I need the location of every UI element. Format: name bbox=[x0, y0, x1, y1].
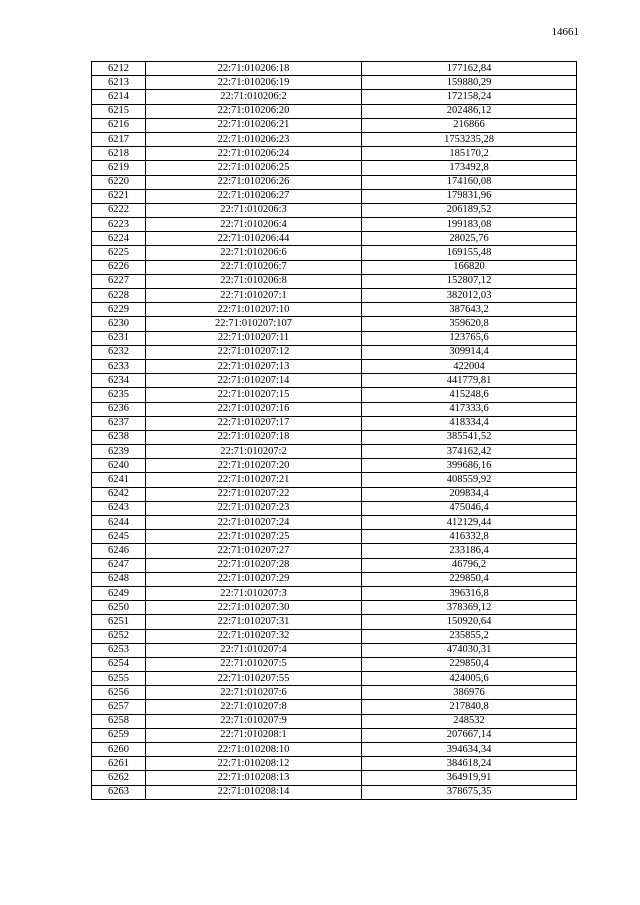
value-cell: 209834,4 bbox=[362, 487, 577, 501]
value-cell: 123765,6 bbox=[362, 331, 577, 345]
cadastral-number-cell: 22:71:010207:27 bbox=[146, 544, 362, 558]
table-row bbox=[92, 572, 577, 586]
table-row bbox=[92, 161, 577, 175]
row-number-cell: 6230 bbox=[92, 317, 146, 331]
row-number-cell: 6231 bbox=[92, 331, 146, 345]
cadastral-number-cell: 22:71:010207:25 bbox=[146, 530, 362, 544]
cadastral-number-cell: 22:71:010207:29 bbox=[146, 572, 362, 586]
cadastral-number-cell: 22:71:010206:18 bbox=[146, 62, 362, 76]
table-row bbox=[92, 544, 577, 558]
table-row bbox=[92, 459, 577, 473]
cadastral-number-cell: 22:71:010207:55 bbox=[146, 672, 362, 686]
row-number-cell: 6216 bbox=[92, 118, 146, 132]
row-number-cell: 6214 bbox=[92, 90, 146, 104]
value-cell: 174160,08 bbox=[362, 175, 577, 189]
value-cell: 416332,8 bbox=[362, 530, 577, 544]
row-number-cell: 6255 bbox=[92, 672, 146, 686]
table-row bbox=[92, 62, 577, 76]
row-number-cell: 6235 bbox=[92, 388, 146, 402]
cadastral-number-cell: 22:71:010207:21 bbox=[146, 473, 362, 487]
value-cell: 399686,16 bbox=[362, 459, 577, 473]
table-row bbox=[92, 203, 577, 217]
table-row bbox=[92, 771, 577, 785]
value-cell: 441779,81 bbox=[362, 374, 577, 388]
table-row bbox=[92, 232, 577, 246]
cadastral-number-cell: 22:71:010207:107 bbox=[146, 317, 362, 331]
value-cell: 159880,29 bbox=[362, 76, 577, 90]
value-cell: 418334,4 bbox=[362, 416, 577, 430]
table-row bbox=[92, 530, 577, 544]
row-number-cell: 6254 bbox=[92, 657, 146, 671]
table-row bbox=[92, 317, 577, 331]
cadastral-number-cell: 22:71:010207:17 bbox=[146, 416, 362, 430]
cadastral-value-table bbox=[91, 61, 577, 800]
value-cell: 475046,4 bbox=[362, 501, 577, 515]
table-body bbox=[92, 62, 577, 800]
cadastral-number-cell: 22:71:010207:11 bbox=[146, 331, 362, 345]
value-cell: 412129,44 bbox=[362, 516, 577, 530]
cadastral-number-cell: 22:71:010206:44 bbox=[146, 232, 362, 246]
row-number-cell: 6258 bbox=[92, 714, 146, 728]
cadastral-number-cell: 22:71:010206:24 bbox=[146, 147, 362, 161]
table-row bbox=[92, 76, 577, 90]
row-number-cell: 6253 bbox=[92, 643, 146, 657]
row-number-cell: 6246 bbox=[92, 544, 146, 558]
value-cell: 1753235,28 bbox=[362, 132, 577, 146]
value-cell: 474030,31 bbox=[362, 643, 577, 657]
value-cell: 359620,8 bbox=[362, 317, 577, 331]
row-number-cell: 6223 bbox=[92, 218, 146, 232]
page-number: 14661 bbox=[551, 26, 579, 38]
value-cell: 378675,35 bbox=[362, 785, 577, 799]
table-row bbox=[92, 189, 577, 203]
row-number-cell: 6224 bbox=[92, 232, 146, 246]
table-row bbox=[92, 345, 577, 359]
table-row bbox=[92, 487, 577, 501]
row-number-cell: 6213 bbox=[92, 76, 146, 90]
cadastral-number-cell: 22:71:010207:2 bbox=[146, 445, 362, 459]
row-number-cell: 6251 bbox=[92, 615, 146, 629]
value-cell: 385541,52 bbox=[362, 430, 577, 444]
row-number-cell: 6262 bbox=[92, 771, 146, 785]
value-cell: 374162,42 bbox=[362, 445, 577, 459]
row-number-cell: 6238 bbox=[92, 430, 146, 444]
value-cell: 386976 bbox=[362, 686, 577, 700]
cadastral-number-cell: 22:71:010206:21 bbox=[146, 118, 362, 132]
value-cell: 408559,92 bbox=[362, 473, 577, 487]
cadastral-number-cell: 22:71:010207:4 bbox=[146, 643, 362, 657]
row-number-cell: 6220 bbox=[92, 175, 146, 189]
value-cell: 152807,12 bbox=[362, 274, 577, 288]
value-cell: 202486,12 bbox=[362, 104, 577, 118]
cadastral-number-cell: 22:71:010206:19 bbox=[146, 76, 362, 90]
row-number-cell: 6243 bbox=[92, 501, 146, 515]
table-row bbox=[92, 643, 577, 657]
cadastral-number-cell: 22:71:010208:1 bbox=[146, 728, 362, 742]
table-row bbox=[92, 728, 577, 742]
table-row bbox=[92, 743, 577, 757]
value-cell: 233186,4 bbox=[362, 544, 577, 558]
value-cell: 206189,52 bbox=[362, 203, 577, 217]
table-row bbox=[92, 218, 577, 232]
table-row bbox=[92, 672, 577, 686]
row-number-cell: 6256 bbox=[92, 686, 146, 700]
value-cell: 235855,2 bbox=[362, 629, 577, 643]
row-number-cell: 6237 bbox=[92, 416, 146, 430]
row-number-cell: 6236 bbox=[92, 402, 146, 416]
cadastral-number-cell: 22:71:010207:28 bbox=[146, 558, 362, 572]
value-cell: 169155,48 bbox=[362, 246, 577, 260]
cadastral-number-cell: 22:71:010206:23 bbox=[146, 132, 362, 146]
cadastral-number-cell: 22:71:010206:7 bbox=[146, 260, 362, 274]
cadastral-number-cell: 22:71:010207:24 bbox=[146, 516, 362, 530]
cadastral-number-cell: 22:71:010206:26 bbox=[146, 175, 362, 189]
row-number-cell: 6227 bbox=[92, 274, 146, 288]
value-cell: 179831,96 bbox=[362, 189, 577, 203]
value-cell: 396316,8 bbox=[362, 586, 577, 600]
value-cell: 217840,8 bbox=[362, 700, 577, 714]
row-number-cell: 6250 bbox=[92, 601, 146, 615]
row-number-cell: 6263 bbox=[92, 785, 146, 799]
cadastral-number-cell: 22:71:010207:22 bbox=[146, 487, 362, 501]
cadastral-number-cell: 22:71:010207:32 bbox=[146, 629, 362, 643]
table-row bbox=[92, 700, 577, 714]
row-number-cell: 6241 bbox=[92, 473, 146, 487]
value-cell: 248532 bbox=[362, 714, 577, 728]
row-number-cell: 6232 bbox=[92, 345, 146, 359]
cadastral-number-cell: 22:71:010207:15 bbox=[146, 388, 362, 402]
cadastral-number-cell: 22:71:010206:6 bbox=[146, 246, 362, 260]
table-row bbox=[92, 274, 577, 288]
table-row bbox=[92, 601, 577, 615]
cadastral-number-cell: 22:71:010208:12 bbox=[146, 757, 362, 771]
cadastral-number-cell: 22:71:010207:10 bbox=[146, 303, 362, 317]
value-cell: 166820 bbox=[362, 260, 577, 274]
value-cell: 378369,12 bbox=[362, 601, 577, 615]
table-row bbox=[92, 303, 577, 317]
row-number-cell: 6257 bbox=[92, 700, 146, 714]
cadastral-number-cell: 22:71:010207:9 bbox=[146, 714, 362, 728]
table-row bbox=[92, 132, 577, 146]
row-number-cell: 6228 bbox=[92, 289, 146, 303]
row-number-cell: 6212 bbox=[92, 62, 146, 76]
table-row bbox=[92, 104, 577, 118]
value-cell: 417333,6 bbox=[362, 402, 577, 416]
row-number-cell: 6218 bbox=[92, 147, 146, 161]
table-row bbox=[92, 473, 577, 487]
cadastral-number-cell: 22:71:010208:13 bbox=[146, 771, 362, 785]
row-number-cell: 6225 bbox=[92, 246, 146, 260]
table-row bbox=[92, 686, 577, 700]
table-row bbox=[92, 147, 577, 161]
table-row bbox=[92, 445, 577, 459]
row-number-cell: 6240 bbox=[92, 459, 146, 473]
cadastral-number-cell: 22:71:010206:2 bbox=[146, 90, 362, 104]
table-row bbox=[92, 402, 577, 416]
value-cell: 229850,4 bbox=[362, 657, 577, 671]
row-number-cell: 6248 bbox=[92, 572, 146, 586]
table-row bbox=[92, 90, 577, 104]
value-cell: 424005,6 bbox=[362, 672, 577, 686]
table-row bbox=[92, 260, 577, 274]
cadastral-number-cell: 22:71:010206:4 bbox=[146, 218, 362, 232]
value-cell: 207667,14 bbox=[362, 728, 577, 742]
cadastral-number-cell: 22:71:010207:12 bbox=[146, 345, 362, 359]
row-number-cell: 6249 bbox=[92, 586, 146, 600]
value-cell: 394634,34 bbox=[362, 743, 577, 757]
table-row bbox=[92, 359, 577, 373]
value-cell: 216866 bbox=[362, 118, 577, 132]
cadastral-number-cell: 22:71:010206:27 bbox=[146, 189, 362, 203]
value-cell: 173492,8 bbox=[362, 161, 577, 175]
cadastral-number-cell: 22:71:010208:14 bbox=[146, 785, 362, 799]
value-cell: 382012,03 bbox=[362, 289, 577, 303]
row-number-cell: 6252 bbox=[92, 629, 146, 643]
table-row bbox=[92, 516, 577, 530]
table-row bbox=[92, 757, 577, 771]
value-cell: 172158,24 bbox=[362, 90, 577, 104]
row-number-cell: 6226 bbox=[92, 260, 146, 274]
cadastral-number-cell: 22:71:010206:8 bbox=[146, 274, 362, 288]
table-row bbox=[92, 785, 577, 799]
row-number-cell: 6242 bbox=[92, 487, 146, 501]
row-number-cell: 6215 bbox=[92, 104, 146, 118]
table-row bbox=[92, 246, 577, 260]
cadastral-number-cell: 22:71:010207:30 bbox=[146, 601, 362, 615]
cadastral-number-cell: 22:71:010206:20 bbox=[146, 104, 362, 118]
cadastral-number-cell: 22:71:010207:20 bbox=[146, 459, 362, 473]
table-row bbox=[92, 118, 577, 132]
table-row bbox=[92, 374, 577, 388]
cadastral-number-cell: 22:71:010208:10 bbox=[146, 743, 362, 757]
value-cell: 364919,91 bbox=[362, 771, 577, 785]
value-cell: 415248,6 bbox=[362, 388, 577, 402]
value-cell: 150920,64 bbox=[362, 615, 577, 629]
value-cell: 28025,76 bbox=[362, 232, 577, 246]
table-row bbox=[92, 289, 577, 303]
cadastral-number-cell: 22:71:010207:8 bbox=[146, 700, 362, 714]
value-cell: 387643,2 bbox=[362, 303, 577, 317]
cadastral-number-cell: 22:71:010207:14 bbox=[146, 374, 362, 388]
table-row bbox=[92, 657, 577, 671]
row-number-cell: 6259 bbox=[92, 728, 146, 742]
row-number-cell: 6244 bbox=[92, 516, 146, 530]
value-cell: 309914,4 bbox=[362, 345, 577, 359]
value-cell: 229850,4 bbox=[362, 572, 577, 586]
cadastral-number-cell: 22:71:010207:13 bbox=[146, 359, 362, 373]
cadastral-number-cell: 22:71:010207:18 bbox=[146, 430, 362, 444]
cadastral-number-cell: 22:71:010207:6 bbox=[146, 686, 362, 700]
cadastral-number-cell: 22:71:010207:31 bbox=[146, 615, 362, 629]
row-number-cell: 6233 bbox=[92, 359, 146, 373]
cadastral-number-cell: 22:71:010206:3 bbox=[146, 203, 362, 217]
value-cell: 384618,24 bbox=[362, 757, 577, 771]
row-number-cell: 6219 bbox=[92, 161, 146, 175]
row-number-cell: 6261 bbox=[92, 757, 146, 771]
table-row bbox=[92, 331, 577, 345]
table-row bbox=[92, 629, 577, 643]
table-row bbox=[92, 615, 577, 629]
row-number-cell: 6245 bbox=[92, 530, 146, 544]
value-cell: 177162,84 bbox=[362, 62, 577, 76]
row-number-cell: 6229 bbox=[92, 303, 146, 317]
cadastral-number-cell: 22:71:010207:16 bbox=[146, 402, 362, 416]
cadastral-number-cell: 22:71:010206:25 bbox=[146, 161, 362, 175]
row-number-cell: 6221 bbox=[92, 189, 146, 203]
value-cell: 422004 bbox=[362, 359, 577, 373]
row-number-cell: 6222 bbox=[92, 203, 146, 217]
table-row bbox=[92, 558, 577, 572]
table-row bbox=[92, 501, 577, 515]
value-cell: 46796,2 bbox=[362, 558, 577, 572]
row-number-cell: 6247 bbox=[92, 558, 146, 572]
row-number-cell: 6239 bbox=[92, 445, 146, 459]
value-cell: 185170,2 bbox=[362, 147, 577, 161]
table-row bbox=[92, 714, 577, 728]
row-number-cell: 6234 bbox=[92, 374, 146, 388]
table-row bbox=[92, 416, 577, 430]
table-row bbox=[92, 388, 577, 402]
table-row bbox=[92, 586, 577, 600]
cadastral-number-cell: 22:71:010207:1 bbox=[146, 289, 362, 303]
table-row bbox=[92, 175, 577, 189]
row-number-cell: 6217 bbox=[92, 132, 146, 146]
value-cell: 199183,08 bbox=[362, 218, 577, 232]
cadastral-number-cell: 22:71:010207:23 bbox=[146, 501, 362, 515]
table-row bbox=[92, 430, 577, 444]
cadastral-number-cell: 22:71:010207:5 bbox=[146, 657, 362, 671]
cadastral-number-cell: 22:71:010207:3 bbox=[146, 586, 362, 600]
row-number-cell: 6260 bbox=[92, 743, 146, 757]
